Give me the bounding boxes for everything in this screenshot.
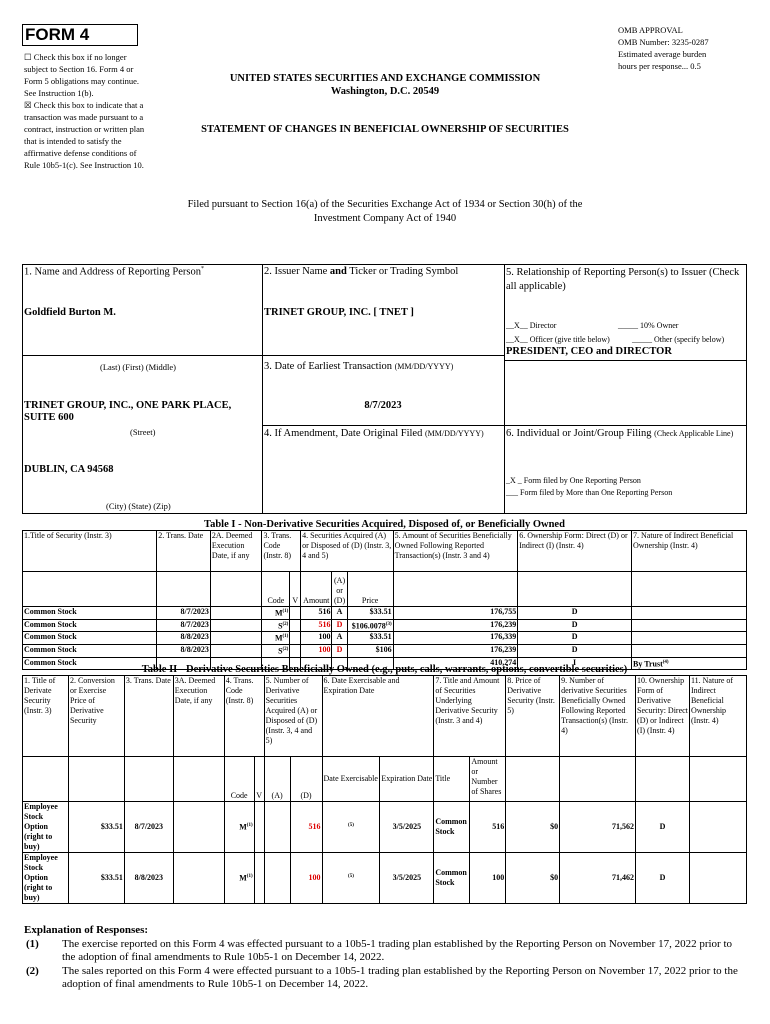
- row-date: 8/8/2023: [157, 644, 211, 657]
- row-utitle: Common Stock: [434, 802, 470, 853]
- footnote-ref: (2): [282, 621, 289, 627]
- row-nature: [689, 853, 746, 904]
- row-title: Common Stock: [23, 657, 157, 670]
- row-form: D: [518, 619, 632, 632]
- row-deemed: [210, 607, 262, 620]
- code-value: M: [239, 873, 247, 883]
- note-num: (2): [26, 965, 39, 977]
- rel-ten-percent[interactable]: _____ 10% Owner: [618, 321, 679, 330]
- row-owned: 71,462: [560, 853, 636, 904]
- agency-name: UNITED STATES SECURITIES AND EXCHANGE COMMISSION: [229, 73, 541, 84]
- filed-line2: Investment Company Act of 1940: [313, 213, 457, 224]
- t1-h3: 3. Trans. Code (Instr. 8): [262, 531, 301, 572]
- row-date: 8/7/2023: [124, 802, 173, 853]
- price-value: $106.0078: [351, 621, 386, 631]
- row-d: 100: [290, 853, 322, 904]
- row-owned: 176,239: [393, 644, 518, 657]
- t2-h7: 7. Title and Amount of Securities Underlying Derivative Security (Instr. 3 and 4): [434, 676, 506, 757]
- city-state-zip: DUBLIN, CA 94568: [24, 464, 114, 475]
- row-nature: [632, 619, 747, 632]
- table2-subheader-row: [23, 757, 747, 802]
- t2-exp: Expiration Date: [380, 757, 434, 802]
- omb-line: hours per response... 0.5: [618, 61, 701, 71]
- row-utitle: Common Stock: [434, 853, 470, 904]
- t2-code: Code: [224, 757, 254, 802]
- table1: [22, 530, 747, 670]
- table2-header-row: [23, 676, 747, 757]
- note-text: The sales reported on this Form 4 were effected pursuant to a 10b5-1 trading plan established by the Reporting Person on November 17, 2022 prior to the adoption of final amendments to Rule 10b5-1 on December 14, 2022.: [62, 965, 738, 990]
- note-text: The exercise reported on this Form 4 was effected pursuant to a 10b5-1 trading plan established by the Reporting Person on November 17, 2022 prior to the adoption of final amendments to Rule 10b5-1 on December 14, 2022.: [62, 938, 733, 963]
- form-title: FORM 4: [25, 25, 90, 44]
- row-ad: D: [332, 644, 347, 657]
- t1-v: V: [290, 572, 301, 607]
- row-deemed: [210, 632, 262, 645]
- filing-single[interactable]: _X _ Form filed by One Reporting Person: [506, 476, 641, 485]
- row-v: [290, 644, 301, 657]
- footnote-ref: (5): [348, 874, 354, 880]
- row-owned: 176,755: [393, 607, 518, 620]
- table2: [22, 675, 747, 904]
- row-title: Common Stock: [23, 644, 157, 657]
- t2-h11: 11. Nature of Indirect Beneficial Ownership (Instr. 4): [689, 676, 746, 757]
- row-form: D: [518, 607, 632, 620]
- rel-other[interactable]: _____ Other (specify below): [632, 335, 725, 344]
- checkbox-checked-icon[interactable]: ☒: [24, 100, 32, 110]
- t2-amt: Amount or Number of Shares: [470, 757, 506, 802]
- row-ad: A: [332, 607, 347, 620]
- footnote-ref: (1): [282, 609, 289, 614]
- footnote-ref: (4): [662, 659, 669, 665]
- rel-officer[interactable]: __X__ Officer (give title below): [506, 335, 610, 344]
- name-parts-label: (Last) (First) (Middle): [100, 362, 177, 372]
- price-value: $106: [375, 644, 392, 654]
- price-value: $33.51: [369, 632, 392, 642]
- row-code: [262, 644, 290, 657]
- issuer-name: TRINET GROUP, INC. [ TNET ]: [264, 307, 414, 318]
- row-price: [347, 607, 393, 620]
- row-deemed: [173, 802, 224, 853]
- row-nature: [632, 632, 747, 645]
- check2-text: Check this box to indicate that a transaction was made pursuant to a contract, instruction or written plan that is intended to satisfy the affirmative defense conditions of Rule 10b5-1(c). See Instruction 10.: [24, 100, 145, 170]
- form-title-box: [22, 24, 138, 46]
- row-amount: 100: [301, 644, 332, 657]
- row-uamt: 100: [470, 853, 506, 904]
- row-deemed: [173, 853, 224, 904]
- t1-h2a: 2A. Deemed Execution Date, if any: [210, 531, 262, 572]
- price-value: $33.51: [369, 607, 392, 616]
- t2-h3a: 3A. Deemed Execution Date, if any: [173, 676, 224, 757]
- box1-label: 1. Name and Address of Reporting Person*: [24, 266, 205, 278]
- row-title: Common Stock: [23, 619, 157, 632]
- row-exp: 3/5/2025: [380, 802, 434, 853]
- note-num: (1): [26, 938, 39, 950]
- t1-h2: 2. Trans. Date: [157, 531, 211, 572]
- row-code: [224, 802, 254, 853]
- explanation-title: Explanation of Responses:: [24, 924, 149, 936]
- check1-text: Check this box if no longer subject to Section 16. Form 4 or Form 5 obligations may continue. See Instruction 1(b).: [24, 52, 139, 98]
- t1-h1: 1.Title of Security (Instr. 3): [23, 531, 157, 572]
- box1-asterisk: *: [201, 266, 205, 272]
- row-ad: A: [332, 632, 347, 645]
- note-item: [24, 965, 746, 991]
- note-item: [24, 938, 746, 964]
- filed-pursuant: [120, 198, 650, 226]
- t2-h1: 1. Title of Derivate Security (Instr. 3): [23, 676, 69, 757]
- nature-value: By Trust: [633, 659, 663, 669]
- table1-title: Table I - Non-Derivative Securities Acquired, Disposed of, or Beneficially Owned: [204, 519, 565, 530]
- street-label: (Street): [130, 427, 156, 437]
- filed-line1: Filed pursuant to Section 16(a) of the Securities Exchange Act of 1934 or Section 30(h) of the: [187, 199, 583, 210]
- row-owned: 176,339: [393, 632, 518, 645]
- row-deemed: [210, 644, 262, 657]
- check-box-10b5-1[interactable]: [24, 99, 152, 171]
- code-value: S: [278, 646, 283, 656]
- checkbox-unchecked-icon[interactable]: ☐: [24, 52, 32, 62]
- footnote-ref: (2): [282, 646, 289, 652]
- row-price: [347, 619, 393, 632]
- row-uamt: 516: [470, 802, 506, 853]
- code-value: M: [274, 633, 283, 643]
- footnote-ref: (1): [282, 634, 289, 640]
- row-v: [254, 853, 264, 904]
- box2-label: 2. Issuer Name and Ticker or Trading Symbol: [264, 266, 459, 277]
- row-dprice: $0: [506, 853, 560, 904]
- row-form: D: [636, 802, 690, 853]
- t2-h6: 6. Date Exercisable and Expiration Date: [322, 676, 434, 757]
- box5-label: 5. Relationship of Reporting Person(s) to Issuer (Check all applicable): [506, 267, 740, 292]
- reporter-address: TRINET GROUP, INC., ONE PARK PLACE, SUITE 600: [24, 400, 232, 423]
- table2-title: Table II - Derivative Securities Beneficially Owned (e.g., puts, calls, warrants, options, convertible securities): [141, 664, 628, 675]
- earliest-date: 8/7/2023: [364, 400, 402, 411]
- row-price: $33.51: [68, 802, 124, 853]
- t2-date-ex: Date Exercisable: [322, 757, 380, 802]
- row-amount: 100: [301, 632, 332, 645]
- omb-approval: [618, 24, 758, 72]
- t2-h8: 8. Price of Derivative Security (Instr. 5): [506, 676, 560, 757]
- t2-h5: 5. Number of Derivative Securities Acquired (A) or Disposed of (D) (Instr. 3, 4 and 5): [264, 676, 322, 757]
- agency-header: [170, 72, 600, 98]
- box6-label: 6. Individual or Joint/Group Filing (Check Applicable Line): [506, 428, 734, 439]
- row-owned: 176,239: [393, 619, 518, 632]
- agency-city: Washington, D.C. 20549: [330, 86, 440, 97]
- omb-line: Estimated average burden: [618, 49, 707, 59]
- csz-label: (City) (State) (Zip): [106, 501, 171, 511]
- row-a: [264, 853, 290, 904]
- row-v: [290, 607, 301, 620]
- footnote-ref: (1): [246, 874, 253, 880]
- t2-d: (D): [290, 757, 322, 802]
- row-a: [264, 802, 290, 853]
- t2-h2: 2. Conversion or Exercise Price of Derivative Security: [68, 676, 124, 757]
- t1-h6: 6. Ownership Form: Direct (D) or Indirect (I) (Instr. 4): [518, 531, 632, 572]
- table1-row: [23, 644, 747, 657]
- table1-row: [23, 607, 747, 620]
- table1-header-row: [23, 531, 747, 572]
- row-form: I: [518, 657, 632, 670]
- row-date: 8/7/2023: [157, 619, 211, 632]
- footnote-ref: (5): [348, 823, 354, 829]
- row-date: 8/8/2023: [157, 632, 211, 645]
- t2-h4: 4. Trans. Code (Instr. 8): [224, 676, 264, 757]
- officer-title: PRESIDENT, CEO and DIRECTOR: [506, 346, 672, 357]
- table1-row: [23, 632, 747, 645]
- rel-director[interactable]: __X__ Director: [506, 321, 557, 330]
- row-v: [290, 619, 301, 632]
- t2-h3: 3. Trans. Date: [124, 676, 173, 757]
- footnote-ref: (1): [246, 823, 253, 829]
- t1-aord: (A) or (D): [332, 572, 347, 607]
- row-price: $33.51: [68, 853, 124, 904]
- t2-h10: 10. Ownership Form of Derivative Security: Direct (D) or Indirect (I) (Instr. 4): [636, 676, 690, 757]
- reporter-name: Goldfield Burton M.: [24, 307, 116, 318]
- row-v: [254, 802, 264, 853]
- row-title: Employee Stock Option (right to buy): [23, 802, 69, 853]
- omb-line: OMB APPROVAL: [618, 25, 683, 35]
- row-date-ex: [322, 802, 380, 853]
- code-value: M: [239, 822, 247, 832]
- footnote-ref: (3): [385, 621, 392, 627]
- table1-subheader-row: [23, 572, 747, 607]
- row-ad: D: [332, 619, 347, 632]
- t2-v: V: [254, 757, 264, 802]
- code-value: S: [278, 621, 283, 631]
- t1-h5: 5. Amount of Securities Beneficially Owned Following Reported Transaction(s) (Instr. 3 and 4): [393, 531, 518, 572]
- t1-amount: Amount: [301, 572, 332, 607]
- box4-label: 4. If Amendment, Date Original Filed (MM/DD/YYYY): [264, 428, 484, 439]
- row-title: Common Stock: [23, 607, 157, 620]
- explanation-notes: [24, 938, 746, 991]
- row-form: D: [636, 853, 690, 904]
- row-dprice: $0: [506, 802, 560, 853]
- t1-h4: 4. Securities Acquired (A) or Disposed of (D) (Instr. 3, 4 and 5): [301, 531, 394, 572]
- row-amount: 516: [301, 619, 332, 632]
- filing-multiple[interactable]: ___ Form filed by More than One Reporting Person: [506, 488, 673, 497]
- omb-line: OMB Number: 3235-0287: [618, 37, 709, 47]
- row-owned: 410,274: [393, 657, 518, 670]
- row-price: [347, 644, 393, 657]
- row-exp: 3/5/2025: [380, 853, 434, 904]
- table1-row: [23, 619, 747, 632]
- row-owned: 71,562: [560, 802, 636, 853]
- row-deemed: [210, 619, 262, 632]
- code-value: M: [274, 608, 283, 618]
- row-code: [224, 853, 254, 904]
- row-title: Common Stock: [23, 632, 157, 645]
- row-v: [290, 632, 301, 645]
- t1-code: Code: [262, 572, 290, 607]
- table2-row: [23, 802, 747, 853]
- row-form: D: [518, 632, 632, 645]
- t1-h7: 7. Nature of Indirect Beneficial Ownership (Instr. 4): [632, 531, 747, 572]
- t1-price: Price: [347, 572, 393, 607]
- box3-label: 3. Date of Earliest Transaction (MM/DD/YYYY): [264, 361, 454, 372]
- row-form: D: [518, 644, 632, 657]
- row-date: 8/7/2023: [157, 607, 211, 620]
- row-nature: [632, 607, 747, 620]
- t2-h9: 9. Number of derivative Securities Beneficially Owned Following Reported Transaction(s) (Instr. 4): [560, 676, 636, 757]
- row-nature: [632, 644, 747, 657]
- row-code: [262, 619, 290, 632]
- t2-title: Title: [434, 757, 470, 802]
- table2-row: [23, 853, 747, 904]
- check-box-section16[interactable]: [24, 51, 152, 99]
- row-date-ex: [322, 853, 380, 904]
- row-nature: [689, 802, 746, 853]
- t2-a: (A): [264, 757, 290, 802]
- row-date: 8/8/2023: [124, 853, 173, 904]
- row-price: [347, 632, 393, 645]
- row-amount: 516: [301, 607, 332, 620]
- row-title: Employee Stock Option (right to buy): [23, 853, 69, 904]
- row-d: 516: [290, 802, 322, 853]
- row-code: [262, 632, 290, 645]
- row-code: [262, 607, 290, 620]
- statement-title: STATEMENT OF CHANGES IN BENEFICIAL OWNERSHIP OF SECURITIES: [201, 124, 569, 135]
